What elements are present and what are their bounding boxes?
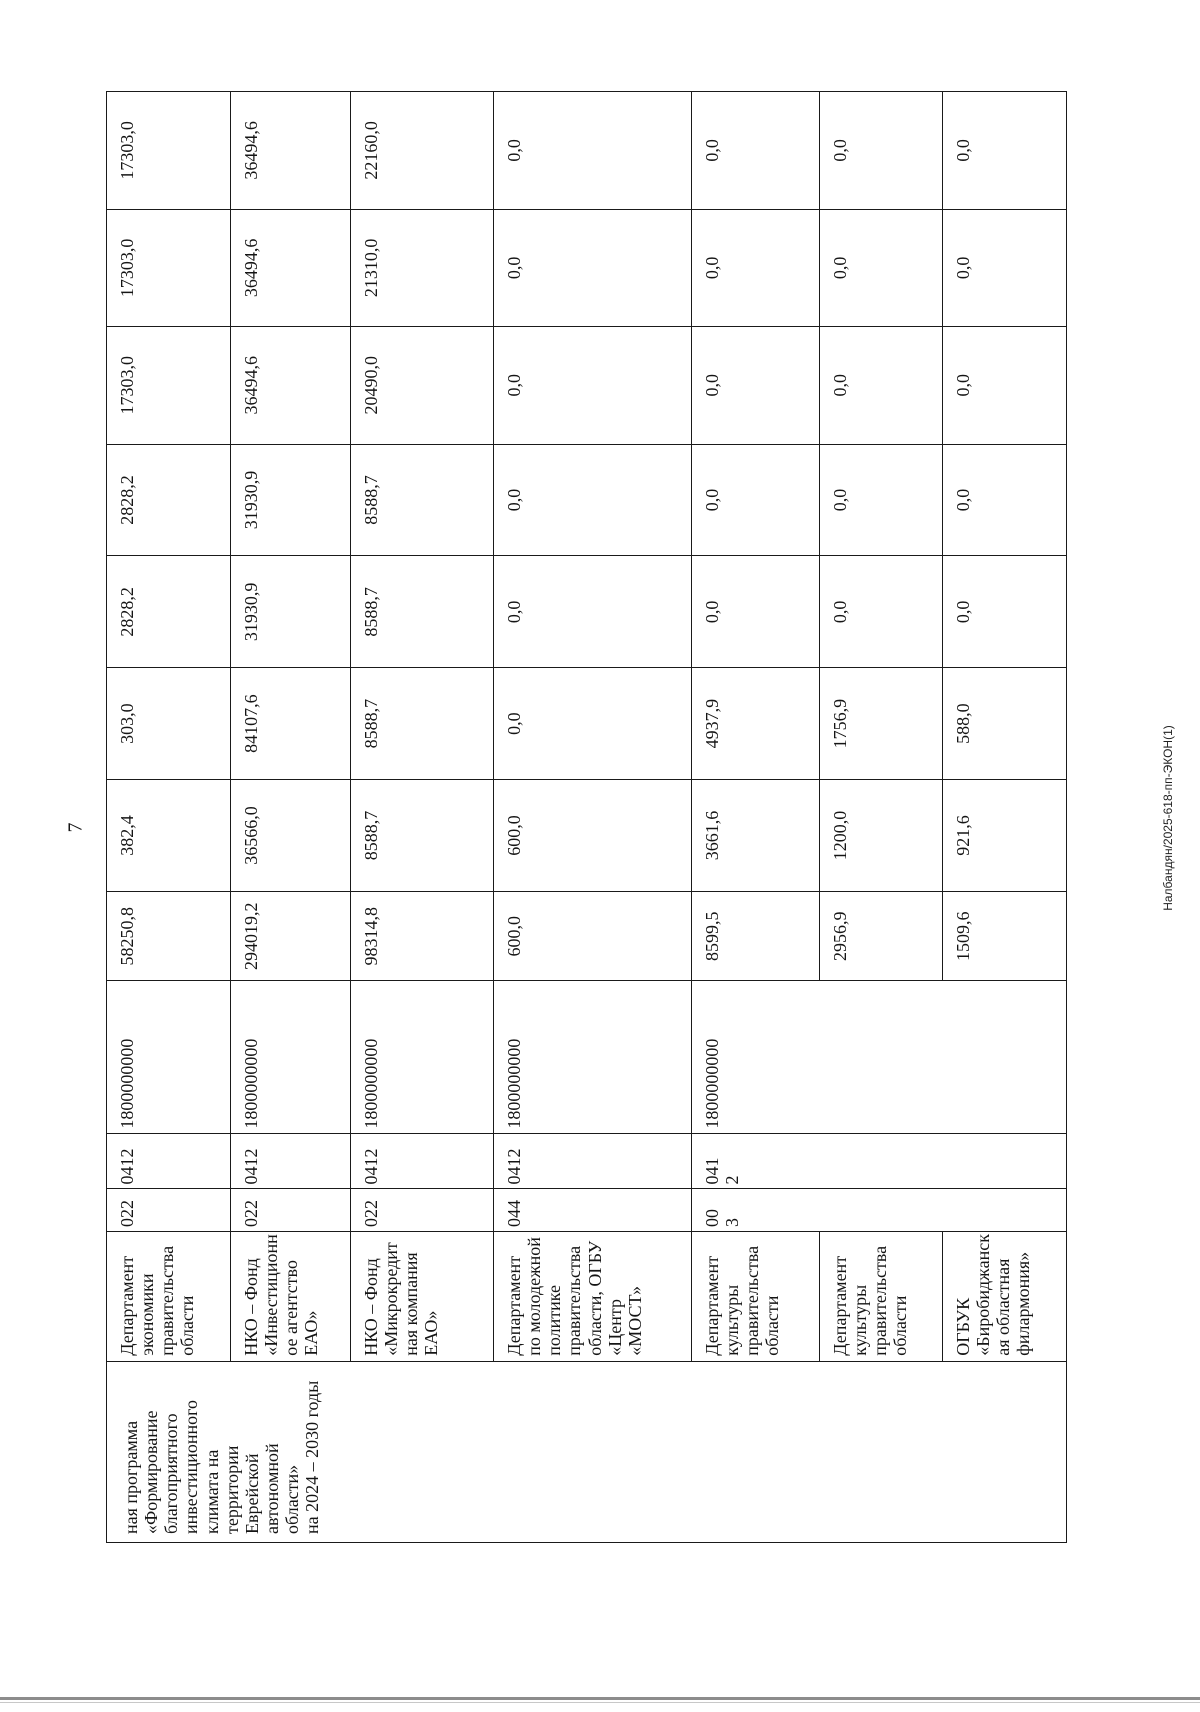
- year-value: 0,0: [692, 444, 820, 556]
- year-value: 588,0: [943, 668, 1067, 780]
- executor-cell: НКО – Фонд «Микрокредит ная компания ЕАО»: [351, 1232, 494, 1362]
- year-value: 8588,7: [351, 668, 494, 780]
- year-value: 36494,6: [231, 327, 351, 444]
- program-line: ная программа: [121, 1420, 141, 1534]
- section-code-empty: [943, 1133, 1067, 1189]
- program-line: климата на: [201, 1449, 222, 1534]
- executor-cell: Департамент культуры правительства области: [820, 1232, 943, 1362]
- total-value: 1509,6: [943, 891, 1067, 980]
- year-value: 8588,7: [351, 556, 494, 668]
- year-value: 36566,0: [231, 780, 351, 892]
- year-value: 0,0: [494, 209, 692, 326]
- grbs-code-empty: [820, 1189, 943, 1232]
- year-value: 8588,7: [351, 780, 494, 892]
- total-value: 8599,5: [692, 891, 820, 980]
- section-code: 0412: [107, 1133, 231, 1189]
- year-value: 0,0: [943, 327, 1067, 444]
- year-value: 0,0: [820, 209, 943, 326]
- year-value: 0,0: [820, 327, 943, 444]
- target-article-code: 1800000000: [231, 981, 351, 1133]
- year-value: 31930,9: [231, 444, 351, 556]
- program-line: инвестиционного: [181, 1399, 202, 1534]
- year-value: 0,0: [943, 92, 1067, 210]
- grbs-code: 044: [494, 1189, 692, 1232]
- year-value: 8588,7: [351, 444, 494, 556]
- year-value: 17303,0: [107, 327, 231, 444]
- year-value: 0,0: [494, 556, 692, 668]
- year-value: 0,0: [494, 92, 692, 210]
- page-number: 7: [64, 822, 87, 833]
- year-value: 36494,6: [231, 209, 351, 326]
- target-article-code-empty: [820, 981, 943, 1133]
- year-value: 0,0: [692, 327, 820, 444]
- total-value: 2956,9: [820, 891, 943, 980]
- program-line: территории: [221, 1445, 242, 1534]
- table-row: [943, 92, 1067, 1543]
- year-value: 0,0: [943, 209, 1067, 326]
- target-article-code: 1800000000: [107, 981, 231, 1133]
- year-value: 0,0: [943, 556, 1067, 668]
- year-value: 0,0: [494, 668, 692, 780]
- budget-table-rotated: [106, 91, 1066, 1543]
- program-line: автономной: [262, 1443, 283, 1534]
- table-row: [820, 92, 943, 1543]
- program-line: области»: [282, 1464, 303, 1534]
- year-value: 921,6: [943, 780, 1067, 892]
- table-row: [107, 92, 231, 1543]
- year-value: 36494,6: [231, 92, 351, 210]
- table-row: [494, 92, 692, 1543]
- target-article-code: 1800000000: [351, 981, 494, 1133]
- grbs-code: 022: [107, 1189, 231, 1232]
- total-value: 600,0: [494, 891, 692, 980]
- year-value: 22160,0: [351, 92, 494, 210]
- program-name-cell: [107, 1361, 1067, 1542]
- document-code: Налбандян/2025-618-пп-ЭКОН(1): [1161, 725, 1175, 911]
- year-value: 600,0: [494, 780, 692, 892]
- executor-cell: ОГБУК «Биробиджанск ая областная филармония»: [943, 1232, 1067, 1362]
- scan-edge-line: [0, 1702, 1200, 1703]
- year-value: 1200,0: [820, 780, 943, 892]
- year-value: 21310,0: [351, 209, 494, 326]
- year-value: 303,0: [107, 668, 231, 780]
- total-value: 294019,2: [231, 891, 351, 980]
- grbs-code: 022: [351, 1189, 494, 1232]
- program-line: на 2024 – 2030 годы: [302, 1380, 323, 1534]
- executor-cell: Департамент по молодежной политике правительства области, ОГБУ «Центр «МОСТ»: [494, 1232, 692, 1362]
- total-value: 98314,8: [351, 891, 494, 980]
- year-value: 17303,0: [107, 92, 231, 210]
- year-value: 0,0: [943, 444, 1067, 556]
- year-value: 0,0: [820, 92, 943, 210]
- table-row: [351, 92, 494, 1543]
- executor-cell: НКО – Фонд «Инвестиционн ое агентство ЕАО»: [231, 1232, 351, 1362]
- target-article-code: 1800000000: [692, 981, 820, 1133]
- year-value: 2828,2: [107, 556, 231, 668]
- grbs-code-empty: [943, 1189, 1067, 1232]
- executor-cell: Департамент культуры правительства области: [692, 1232, 820, 1362]
- year-value: 0,0: [692, 556, 820, 668]
- year-value: 2828,2: [107, 444, 231, 556]
- section-code: 041 2: [692, 1133, 820, 1189]
- year-value: 0,0: [494, 444, 692, 556]
- target-article-code: 1800000000: [494, 981, 692, 1133]
- year-value: 0,0: [692, 209, 820, 326]
- year-value: 84107,6: [231, 668, 351, 780]
- executor-cell: Департамент экономики правительства области: [107, 1232, 231, 1362]
- target-article-code-empty: [943, 981, 1067, 1133]
- year-value: 1756,9: [820, 668, 943, 780]
- total-value: 58250,8: [107, 891, 231, 980]
- year-value: 20490,0: [351, 327, 494, 444]
- section-code: 0412: [494, 1133, 692, 1189]
- grbs-code: 022: [231, 1189, 351, 1232]
- program-line: благоприятного: [161, 1413, 182, 1534]
- year-value: 17303,0: [107, 209, 231, 326]
- program-line: «Формирование: [141, 1410, 162, 1534]
- year-value: 31930,9: [231, 556, 351, 668]
- section-code-empty: [820, 1133, 943, 1189]
- table-row: [231, 92, 351, 1543]
- year-value: 382,4: [107, 780, 231, 892]
- budget-table: [106, 91, 1067, 1543]
- program-line: Еврейской: [241, 1453, 262, 1534]
- scan-edge-line: [0, 1697, 1200, 1700]
- grbs-code: 00 3: [692, 1189, 820, 1232]
- year-value: 4937,9: [692, 668, 820, 780]
- section-code: 0412: [351, 1133, 494, 1189]
- year-value: 3661,6: [692, 780, 820, 892]
- year-value: 0,0: [692, 92, 820, 210]
- year-value: 0,0: [494, 327, 692, 444]
- section-code: 0412: [231, 1133, 351, 1189]
- year-value: 0,0: [820, 556, 943, 668]
- year-value: 0,0: [820, 444, 943, 556]
- table-row: [692, 92, 820, 1543]
